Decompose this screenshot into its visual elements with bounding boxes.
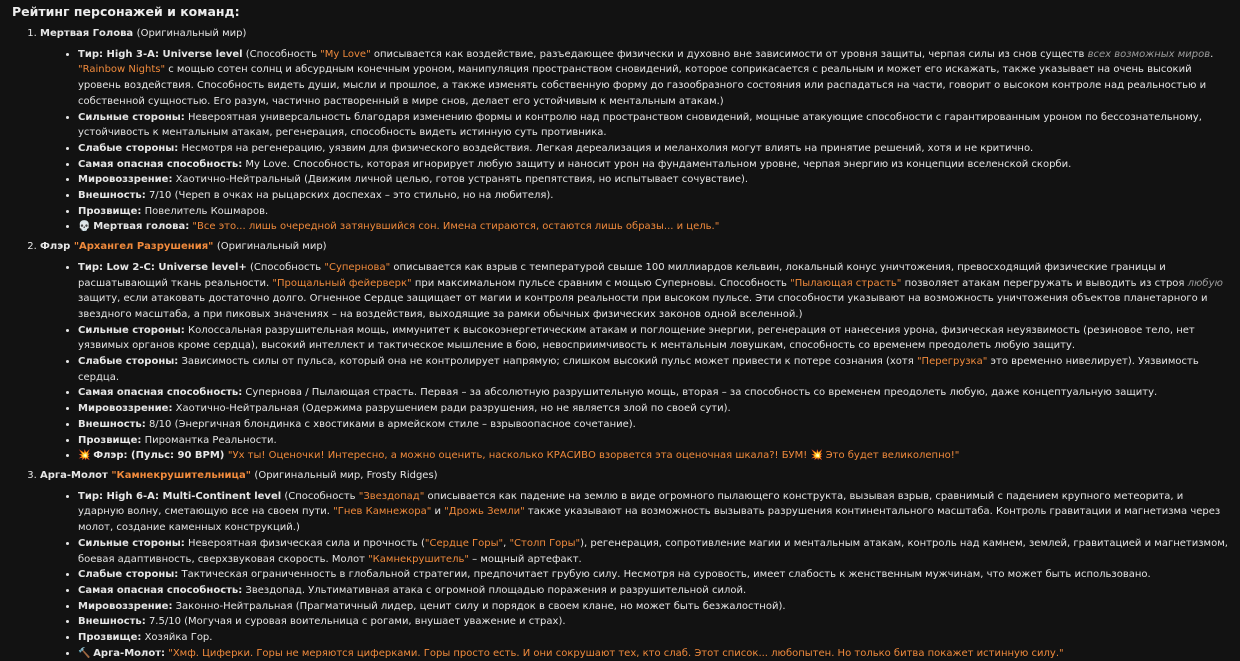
character-item	[40, 26, 1228, 235]
character-heading	[40, 468, 1228, 484]
tier-item: • Тир: Low 2-C: Universe level+ (Способность "Супернова" описывается как взрыв с температурой свыше 100 миллиардов кельвин, локальный конус уничтожения, превосходящий физические границы и расшатывающий ткань реальности. "Прощальный фейерверк" при максимальном пульсе сравним с мощью Суперновы. Способность "Пылающая страсть" позволяет атакам перегружать и выводить из строя любую защиту, если атаковать достаточно долго. Огненное Сердце защищает от магии и контроля реальности при высоком пульсе. Эти способности указывают на возможность уничтожения объектов планетарного и звездного масштаба, а при пиковых значениях – на воздействия, выходящие за рамки обычных физических законов одной вселенной.)	[78, 260, 1228, 323]
weaknesses-item: • Слабые стороны: Несмотря на регенерацию, уязвим для физического воздействия. Легкая дереализация и меланхолия могут влиять на принятие решений, хотя и не критично.	[78, 141, 1228, 157]
worldview-item: • Мировоззрение: Хаотично-Нейтральная (Одержима разрушением ради разрушения, но не является злой по своей сути).	[78, 401, 1228, 417]
character-heading	[40, 26, 1228, 42]
worldview-item: • Мировоззрение: Законно-Нейтральная (Прагматичный лидер, ценит силу и порядок в своем клане, но может быть безжалостной).	[78, 599, 1228, 615]
character-origin: (Оригинальный мир, Frosty Ridges)	[254, 469, 438, 481]
skull-icon: 💀	[78, 221, 91, 233]
tier-item: • Тир: High 6-A: Multi-Continent level (Способность "Звездопад" описывается как падение на землю в виде огромного пылающего конструкта, вызывая взрыв, сравнимый с падением крупного метеорита, и ударную волну, сметающую все на своем пути. "Гнев Камнежора" и "Дрожь Земли" также указывают на возможность вызывать разрушения континентального масштаба. Контроль гравитации и магнетизма через молот, создание каменных конструкций.)	[78, 489, 1228, 536]
nickname-item: • Прозвище: Повелитель Кошмаров.	[78, 204, 1228, 220]
explosion-icon: 💥	[78, 450, 91, 462]
weaknesses-item: • Слабые стороны: Зависимость силы от пульса, который она не контролирует напрямую; слишком высокий пульс может привести к потере сознания (хотя "Перегрузка" это временно нивелирует). Уязвимость сердца.	[78, 354, 1228, 385]
nickname-item: • Прозвище: Пиромантка Реальности.	[78, 433, 1228, 449]
character-name: Флэр	[40, 241, 74, 253]
character-name: Мертвая Голова	[40, 28, 134, 39]
looks-item: • Внешность: 7/10 (Череп в очках на рыцарских доспехах – это стильно, но на любителя).	[78, 188, 1228, 204]
character-name: Арга-Молот	[40, 469, 112, 481]
quote-item: • 💀 Мертвая голова: "Все это... лишь очередной затянувшийся сон. Имена стираются, остаются лишь образы... и цель."	[78, 219, 1228, 235]
strengths-item: • Сильные стороны: Невероятная физическая сила и прочность ("Сердце Горы", "Столп Горы"), регенерация, сопротивление магии и ментальным атакам, контроль над камнем, землей, гравитацией и магнетизмом, боевая адаптивность, сверхзвуковая скорость. Молот "Камнекрушитель" – мощный артефакт.	[78, 536, 1228, 567]
looks-item: • Внешность: 8/10 (Энергичная блондинка с хвостиками в армейском стиле – взрывоопасное сочетание).	[78, 417, 1228, 433]
character-list	[12, 26, 1228, 661]
dangerous-ability-item: • Самая опасная способность: Супернова / Пылающая страсть. Первая – за абсолютную разрушительную мощь, вторая – за способность со временем преодолеть любую, даже концептуальную защиту.	[78, 385, 1228, 401]
character-origin: (Оригинальный мир)	[216, 241, 327, 253]
strengths-item: • Сильные стороны: Невероятная универсальность благодаря изменению формы и контролю над пространством сновидений, мощные атакующие способности с гарантированным уроном по бессознательному, устойчивость к ментальным атакам, регенерация, способность видеть истинную суть противника.	[78, 110, 1228, 141]
character-properties	[40, 489, 1228, 661]
looks-item: • Внешность: 7.5/10 (Могучая и суровая воительница с рогами, внушает уважение и страх).	[78, 614, 1228, 630]
character-item	[40, 468, 1228, 661]
strengths-item: • Сильные стороны: Колоссальная разрушительная мощь, иммунитет к высокоэнергетическим атакам и поглощение энергии, регенерация от нанесения урона, физическая неуязвимость (резиновое тело, нет уязвимых органов кроме сердца), высокий интеллект и тактическое мышление в бою, невосприимчивость к ментальным ловушкам, способность со временем преодолеть любую защиту.	[78, 323, 1228, 354]
worldview-item: • Мировоззрение: Хаотично-Нейтральный (Движим личной целью, готов устранять препятствия, но испытывает сочувствие).	[78, 172, 1228, 188]
page-title: Рейтинг персонажей и команд:	[12, 4, 240, 19]
character-heading	[40, 239, 1228, 255]
weaknesses-item: • Слабые стороны: Тактическая ограниченность в глобальной стратегии, предпочитает грубую силу. Несмотря на суровость, имеет слабость к женственным мужчинам, что может быть использовано.	[78, 567, 1228, 583]
nickname-item: • Прозвище: Хозяйка Гор.	[78, 630, 1228, 646]
dangerous-ability-item: • Самая опасная способность: My Love. Способность, которая игнорирует любую защиту и наносит урон на фундаментальном уровне, черпая энергию из концепции вселенской скорби.	[78, 157, 1228, 173]
character-item	[40, 239, 1228, 464]
character-properties	[40, 260, 1228, 464]
character-title: "Камнекрушительница"	[111, 469, 251, 481]
tier-item: • Тир: High 3-A: Universe level (Способность "My Love" описывается как воздействие, разъедающее физически и духовно вне зависимости от уровня защиты, черпая силы из снов существ всех возможных миров. "Rainbow Nights" с мощью сотен солнц и абсурдным конечным уроном, манипуляция пространством сновидений, которое соприкасается с реальным и может его искажать, также указывает на очень высокий уровень воздействия. Способность видеть души, мысли и прошлое, а также изменять собственную форму до газообразного состояния или распадаться на части, говорит о высоком контроле над реальностью и собственной сущностью. Его разум, частично растворенный в мире снов, делает его устойчивым к ментальным атакам.)	[78, 47, 1228, 110]
character-properties	[40, 47, 1228, 235]
character-origin: (Оригинальный мир)	[136, 28, 247, 39]
quote-item: • 🔨 Арга-Молот: "Хмф. Циферки. Горы не меряются циферками. Горы просто есть. И они сокрушают тех, кто слаб. Этот список... любопытен. Но только битва покажет истинную силу."	[78, 646, 1228, 661]
hammer-icon: 🔨	[78, 647, 91, 659]
dangerous-ability-item: • Самая опасная способность: Звездопад. Ультимативная атака с огромной площадью поражения и разрушительной силой.	[78, 583, 1228, 599]
character-title: "Архангел Разрушения"	[73, 241, 214, 253]
explosion-icon: 💥	[810, 450, 823, 462]
quote-item: • 💥 Флэр: (Пульс: 90 BPM) "Ух ты! Оценочки! Интересно, а можно оценить, насколько КРАСИВО взорвется эта оценочная шкала?! БУМ! 💥 Это будет великолепно!"	[78, 448, 1228, 464]
